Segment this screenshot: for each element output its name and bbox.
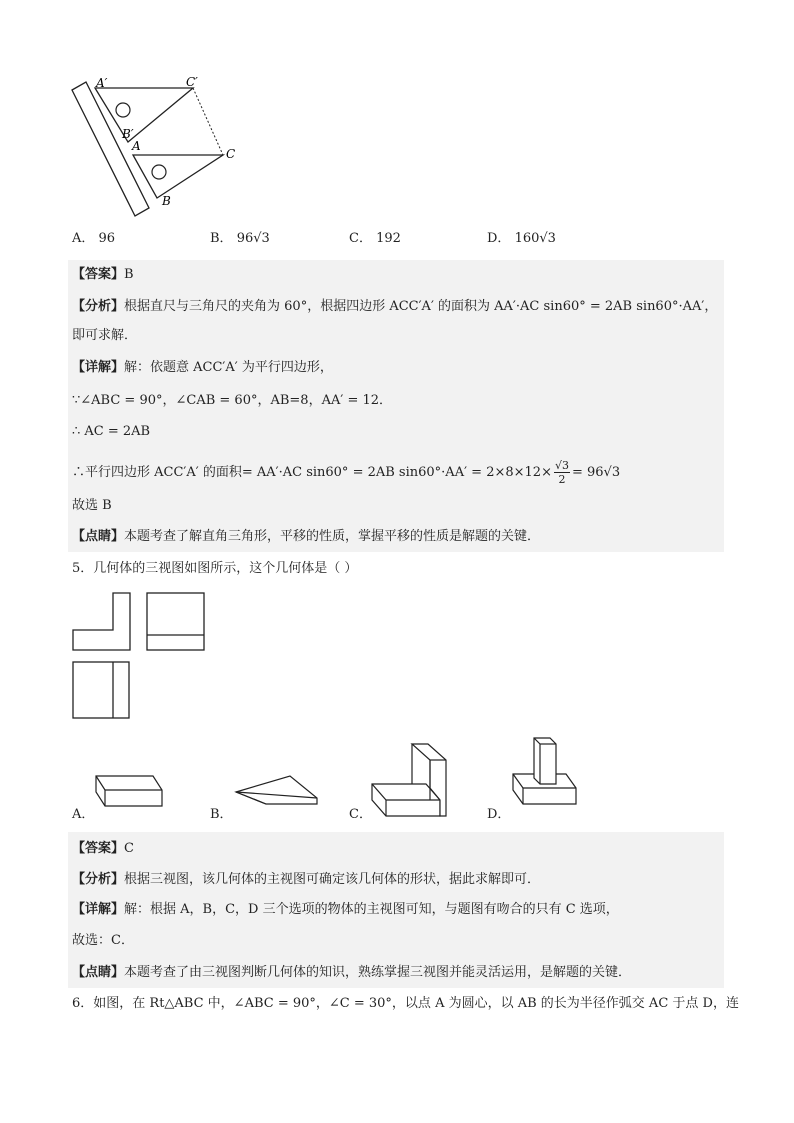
q5-comment: 【点睛】本题考查了由三视图判断几何体的知识，熟练掌握三视图并能灵活运用，是解题的关键． bbox=[72, 965, 632, 980]
q5-answer: 【答案】C bbox=[72, 841, 134, 856]
label-c: C bbox=[226, 147, 236, 161]
segment-cc-prime bbox=[193, 88, 223, 155]
q5-option-b: B． bbox=[210, 807, 233, 822]
q5-question: 5．几何体的三视图如图所示，这个几何体是（ ） bbox=[72, 561, 358, 576]
q4-answer: 【答案】B bbox=[72, 267, 134, 282]
q5-option-d: D． bbox=[487, 807, 511, 822]
top-view bbox=[73, 662, 129, 718]
label-c-prime: C′ bbox=[186, 75, 198, 89]
q5-option-d-figure bbox=[508, 732, 583, 822]
q4-detail-5: 故选 B bbox=[72, 498, 112, 513]
q4-comment: 【点睛】本题考查了解直角三角形，平移的性质，掌握平移的性质是解题的关键． bbox=[72, 529, 541, 544]
q5-detail-1: 【详解】解：根据 A，B，C，D 三个选项的物体的主视图可知，与题图有吻合的只有 C 选项， bbox=[72, 902, 619, 917]
q5-option-b-figure bbox=[228, 770, 323, 822]
triangle-lower bbox=[133, 155, 223, 198]
q4-detail-4: ∴平行四边形 ACC′A′ 的面积= AA′·AC sin60° = 2AB sin60°·AA′ = 2×8×12× $\frac{√3}{2}$ = 96√3 bbox=[72, 459, 621, 486]
front-view bbox=[73, 593, 130, 650]
label-b: B bbox=[162, 194, 171, 208]
side-view bbox=[147, 593, 204, 650]
q4-detail-2: ∵∠ABC = 90°，∠CAB = 60°，AB=8，AA′ = 12． bbox=[72, 393, 393, 408]
label-a: A bbox=[132, 139, 141, 153]
q4-option-d: D． 160√3 bbox=[487, 231, 556, 246]
q4-analysis-2: 即可求解． bbox=[72, 328, 138, 343]
q4-analysis-1: 【分析】根据直尺与三角尺的夹角为 60°，根据四边形 ACC′A′ 的面积为 AA′·AC sin60° = 2AB sin60°·AA′， bbox=[72, 299, 718, 314]
q5-option-c: C． bbox=[349, 807, 372, 822]
q5-option-c-figure bbox=[366, 738, 456, 822]
q5-option-a: A． bbox=[72, 807, 95, 822]
label-a-prime: A′ bbox=[96, 76, 108, 90]
q5-option-a-figure bbox=[90, 770, 170, 822]
q4-detail-3: ∴ AC = 2AB bbox=[72, 424, 151, 439]
q4-option-c: C． 192 bbox=[349, 231, 401, 246]
q4-option-b: B． 96√3 bbox=[210, 231, 270, 246]
q4-option-a: A． 96 bbox=[72, 231, 116, 246]
q4-fraction: $\frac{√3}{2}$ bbox=[554, 459, 569, 486]
triangle-lower-hole bbox=[152, 165, 166, 179]
q4-detail-1: 【详解】解：依题意 ACC′A′ 为平行四边形， bbox=[72, 360, 333, 375]
label-b-prime: B′ bbox=[122, 127, 134, 141]
q5-three-views bbox=[70, 590, 210, 722]
q5-detail-2: 故选：C． bbox=[72, 933, 134, 948]
q6-question: 6．如图，在 Rt△ABC 中，∠ABC = 90°，∠C = 30°，以点 A 为圆心，以 AB 的长为半径作弧交 AC 于点 D，连 bbox=[72, 996, 739, 1011]
triangle-upper-hole bbox=[116, 103, 130, 117]
q5-analysis: 【分析】根据三视图，该几何体的主视图可确定该几何体的形状，据此求解即可． bbox=[72, 872, 541, 887]
q4-figure bbox=[60, 70, 250, 220]
